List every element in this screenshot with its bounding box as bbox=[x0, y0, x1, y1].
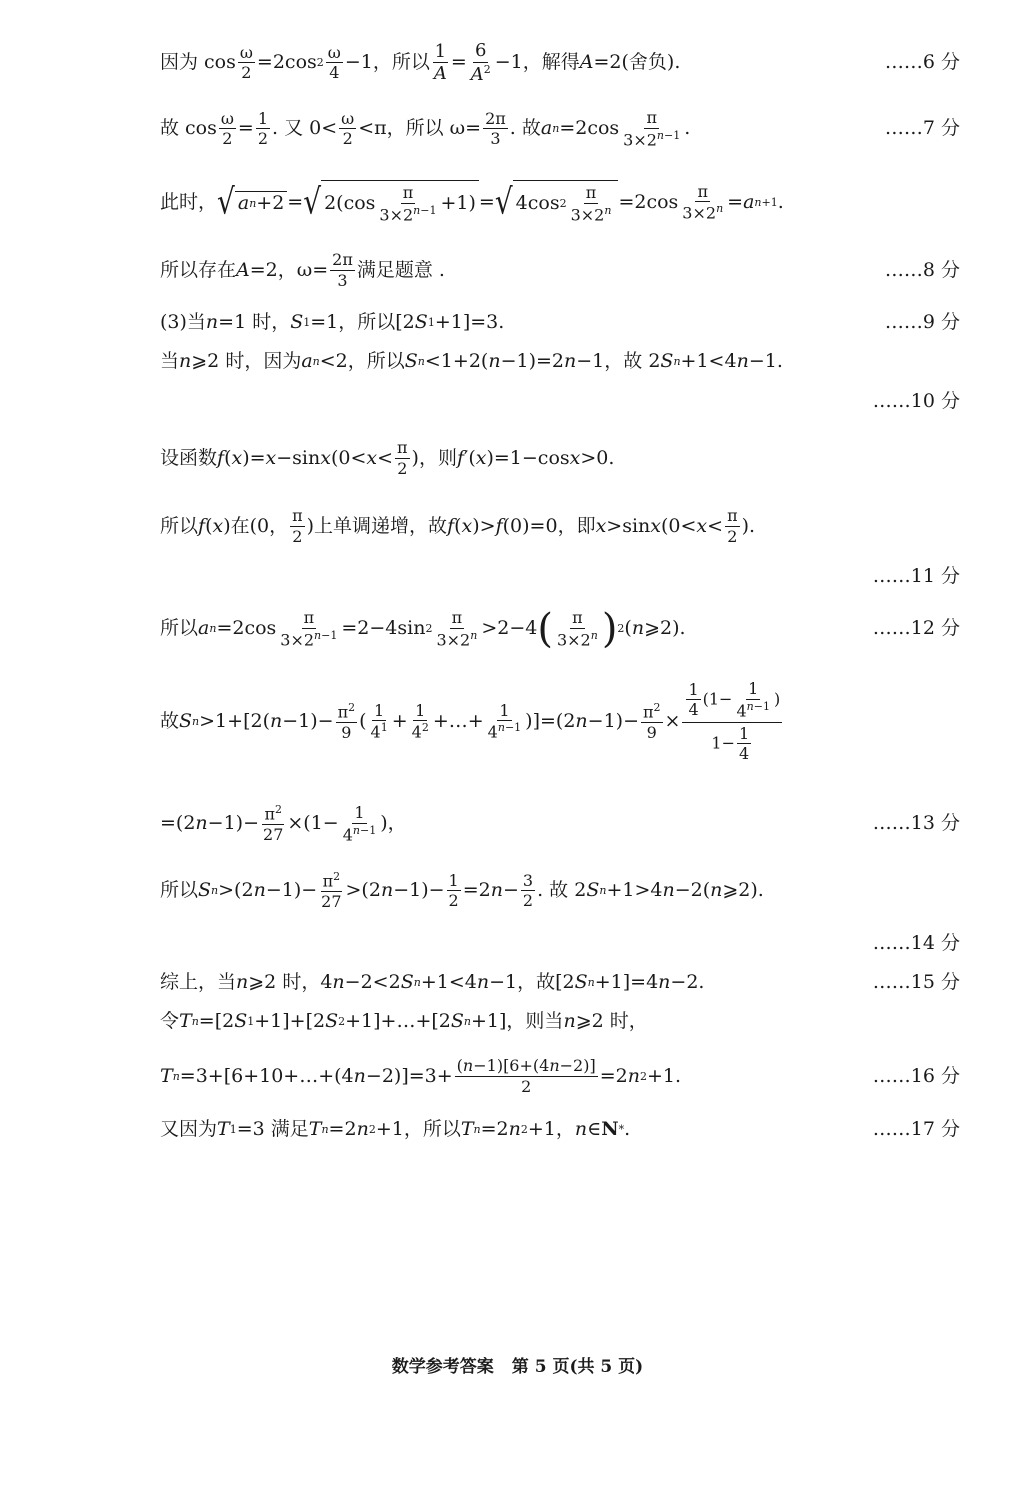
solution-line bbox=[160, 108, 960, 150]
math-expression: 令 T n =[2 S 1 +1]+[2 S 2 +1]+…+[2 S n +1]，则当 n ⩾2 时， bbox=[160, 1010, 648, 1032]
solution-line bbox=[160, 605, 960, 652]
math-expression: 因为 cos $\frac{\omega}{2}$ =2cos 2 $\frac{\omega}{4}$ −1，所以 $\frac{1}{A}$ = $\frac{6}{A^2}$ −1，解得 A =2(舍负). bbox=[160, 40, 681, 85]
solution-line bbox=[160, 392, 960, 411]
solution-line bbox=[160, 438, 960, 478]
solution-line bbox=[160, 506, 960, 546]
solution-line bbox=[160, 1120, 960, 1139]
solution-line bbox=[160, 352, 960, 371]
score-mark: ……7 分 bbox=[884, 117, 960, 140]
solution-line bbox=[160, 1012, 960, 1031]
score-mark: ……9 分 bbox=[884, 311, 960, 333]
math-expression: 设函数 f ( x )= x −sin x (0< x < $\frac{\pi}{2}$ )，则 f ′( x )=1−cos x >0. bbox=[160, 438, 615, 478]
solution-line bbox=[160, 567, 960, 586]
score-mark: ……15 分 bbox=[872, 971, 960, 993]
solution-line bbox=[160, 313, 960, 332]
solution-line bbox=[160, 973, 960, 992]
score-mark: ……8 分 bbox=[884, 258, 960, 281]
page-number: 第 5 页(共 5 页) bbox=[511, 1357, 644, 1377]
footer-title: 数学参考答案 bbox=[391, 1357, 494, 1377]
solution-line bbox=[160, 678, 960, 765]
math-expression: 当 n ⩾2 时，因为 a n <2，所以 S n <1+2( n −1)=2 n −1，故 2 S n +1<4 n −1. bbox=[160, 350, 783, 372]
math-expression: 所以 f ( x )在(0， $\frac{\pi}{2}$ )上单调递增，故 f ( x )> f (0)=0，即 x >sin x (0< x < $\frac{\pi}{2}$ ). bbox=[160, 506, 756, 546]
math-expression: 故 S n >1+[2( n −1)− $\frac{\pi^2}{9}$ ( $\frac{1}{4^1}$ + $\frac{1}{4^2}$ +…+ $\frac{1}{4^{n-1}}$ )]=(2 n −1)− $\frac{\pi^2}{9}$ × $\frac{1}{4}$ (1− $\frac{1}{4^{n-1}}$ ) 1− $\frac{1}{4}$ bbox=[160, 679, 781, 764]
score-mark: ……10 分 bbox=[872, 390, 960, 412]
math-expression: 又因为 T 1 =3 满足 T n =2 n 2 +1，所以 T n =2 n 2 +1， n ∈ N * . bbox=[160, 1118, 631, 1140]
math-expression: 此时， √ a n +2 = √ 2(cos $\frac{\pi}{3\times 2^{n-1}}$ +1) = √ 4cos 2 $\frac{\pi}{3\times 2^n}$ =2cos $\frac{\pi}{3\times 2^n}$ = a n+1 . bbox=[160, 181, 784, 224]
math-expression: 所以 a n =2cos $\frac{\pi}{3\times 2^{n-1}}$ =2−4sin 2 $\frac{\pi}{3\times 2^n}$ >2−4 ( $\frac{\pi}{3\times 2^n}$ ) 2 ( n ⩾2). bbox=[160, 605, 686, 652]
score-mark: ……17 分 bbox=[872, 1118, 960, 1140]
solution-line bbox=[160, 870, 960, 912]
math-expression: 综上，当 n ⩾2 时，4 n −2<2 S n +1<4 n −1，故[2 S n +1]=4 n −2. bbox=[160, 971, 705, 993]
solution-line bbox=[160, 40, 960, 86]
math-expression: =(2 n −1)− $\frac{\pi^2}{27}$ ×(1− $\frac{1}{4^{n-1}}$ )， bbox=[160, 803, 407, 844]
math-expression: 故 cos $\frac{\omega}{2}$ = $\frac{1}{2}$ . 又 0< $\frac{\omega}{2}$ <π，所以 ω= $\frac{2\pi}{3}$ . 故 a n =2cos $\frac{\pi}{3\times 2^{n-1}}$ . bbox=[160, 108, 691, 149]
math-expression: 所以 S n >(2 n −1)− $\frac{\pi^2}{27}$ >(2 n −1)− $\frac{1}{2}$ =2 n − $\frac{3}{2}$ . 故 2 S n +1>4 n −2( n ⩾2). bbox=[160, 870, 764, 911]
math-expression: 所以存在 A =2，ω= $\frac{2\pi}{3}$ 满足题意 . bbox=[160, 250, 445, 290]
score-mark: ……14 分 bbox=[872, 932, 960, 954]
solution-line bbox=[160, 1056, 960, 1096]
page-footer bbox=[0, 1352, 1035, 1377]
score-mark: ……6 分 bbox=[884, 51, 960, 74]
solution-line bbox=[160, 180, 960, 225]
math-expression: (3)当 n =1 时， S 1 =1，所以[2 S 1 +1]=3. bbox=[160, 311, 505, 333]
score-mark: ……12 分 bbox=[872, 617, 960, 640]
solution-line bbox=[160, 803, 960, 845]
score-mark: ……11 分 bbox=[872, 565, 960, 587]
score-mark: ……16 分 bbox=[872, 1064, 960, 1087]
math-expression: T n =3+[6+10+…+(4 n −2)]=3+ $\frac{(n-1)[6+(4n-2)]}{2}$ =2 n 2 +1. bbox=[160, 1056, 682, 1096]
solution-line bbox=[160, 250, 960, 290]
solution-line bbox=[160, 934, 960, 953]
score-mark: ……13 分 bbox=[872, 812, 960, 835]
